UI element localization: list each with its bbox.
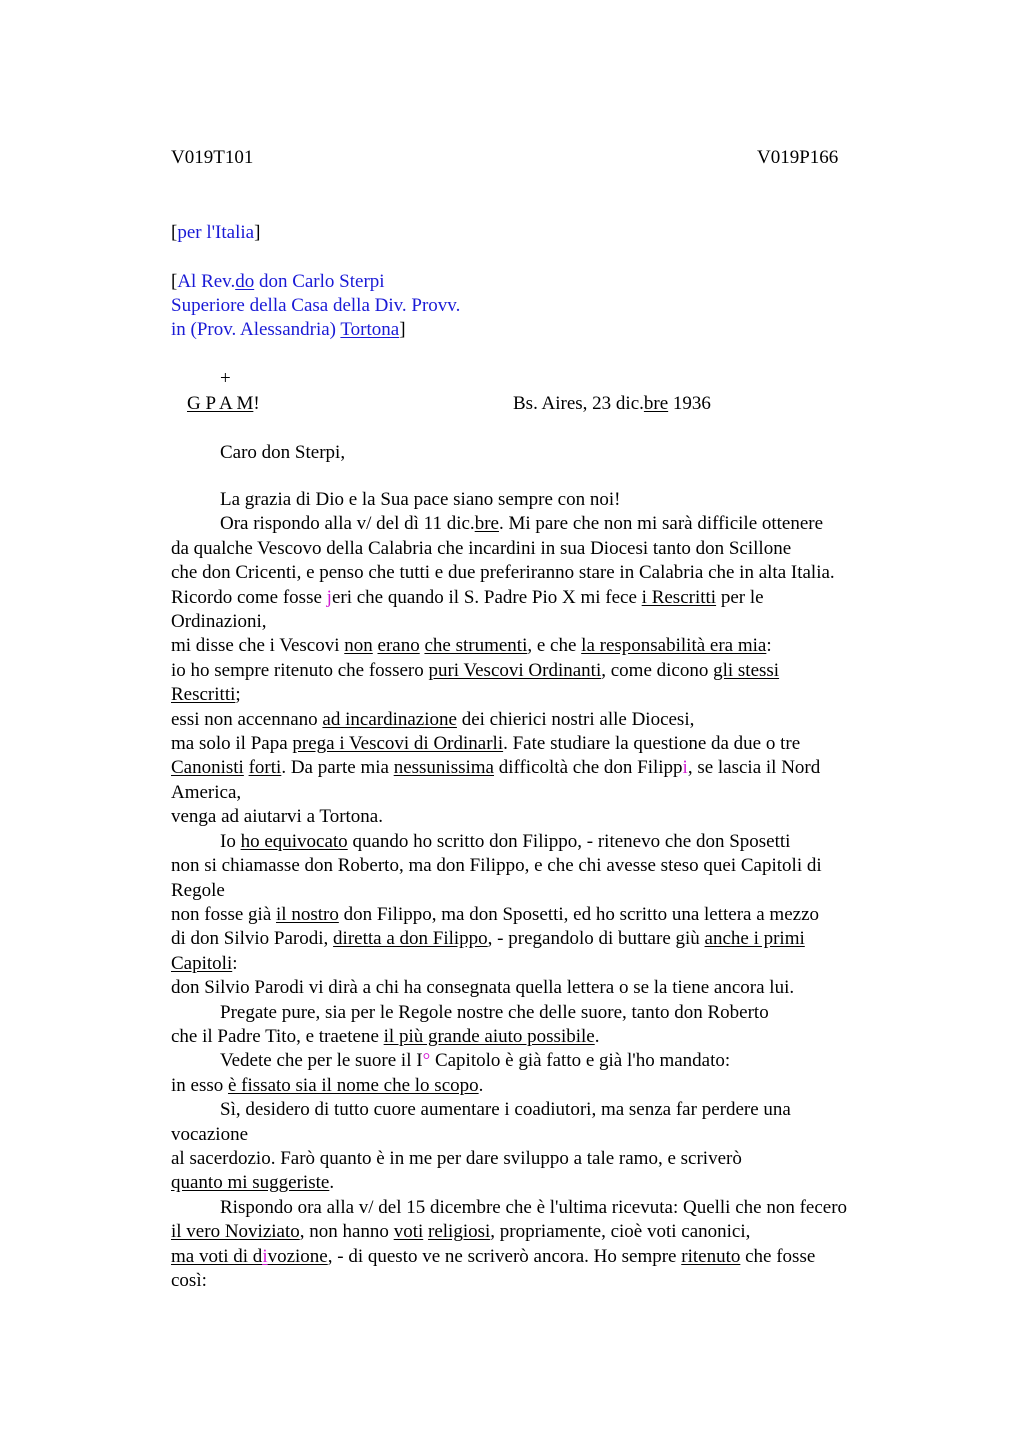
body-line xyxy=(171,586,906,610)
place-date: Bs. Aires, 23 dic.bre 1936 xyxy=(513,393,711,414)
underlined-text: puri Vescovi Ordinanti xyxy=(428,659,602,681)
body-line xyxy=(171,537,906,561)
motto: G P A M! xyxy=(187,393,260,414)
body-text-segment: quando ho scritto don Filippo, - ritenevo che don Sposetti xyxy=(347,830,791,852)
underlined-text: diretta a don Filippo xyxy=(333,928,488,950)
body-text-segment: da qualche Vescovo della Calabria che incardini in sua Diocesi tanto don Scillone xyxy=(171,537,792,559)
underlined-text: che strumenti xyxy=(424,635,528,657)
body-line xyxy=(171,1074,906,1098)
underlined-text: vozione xyxy=(267,1245,328,1267)
body-line xyxy=(171,1147,906,1171)
body-line xyxy=(171,879,906,903)
underlined-text: la responsabilità era mia xyxy=(581,635,767,657)
body-text-segment: essi non accennano xyxy=(171,708,323,730)
body-text-segment: che don Cricenti, e penso che tutti e due preferiranno stare in Calabria che in alta Italia. xyxy=(171,562,835,584)
cross-symbol: + xyxy=(220,368,231,389)
underlined-text: gli stessi xyxy=(713,659,780,681)
body-text-segment: , e che xyxy=(527,635,582,657)
body-line xyxy=(171,854,906,878)
address-line-1: [Al Rev.do don Carlo Sterpi xyxy=(171,271,385,292)
body-text-segment: che fosse xyxy=(740,1245,816,1267)
body-text-segment: don Silvio Parodi vi dirà a chi ha consegnata quella lettera o se la tiene ancora lui. xyxy=(171,977,795,999)
body-line xyxy=(171,927,906,951)
underlined-text: il nostro xyxy=(276,903,339,925)
highlighted-letter: j xyxy=(326,586,332,608)
body-line xyxy=(171,1220,906,1244)
body-text-segment: Sì, desidero di tutto cuore aumentare i coadiutori, ma senza far perdere una xyxy=(220,1099,791,1121)
underlined-text: è fissato sia il nome che lo scopo xyxy=(228,1074,479,1096)
body-text-segment: eri che quando il S. Padre Pio X mi fece xyxy=(331,586,642,608)
underlined-text: i xyxy=(262,1245,268,1267)
body-text-segment: Capitolo è già fatto e già l'ho mandato: xyxy=(430,1050,731,1072)
underlined-text: Capitoli xyxy=(171,952,233,974)
underlined-text: bre xyxy=(474,513,499,535)
address-line-3: in (Prov. Alessandria) Tortona] xyxy=(171,319,406,340)
body-text-segment: mi disse che i Vescovi xyxy=(171,635,345,657)
body-text-segment: , - pregandolo di buttare giù xyxy=(487,928,705,950)
body-line xyxy=(171,610,906,634)
underlined-text: ad incardinazione xyxy=(322,708,457,730)
body-line xyxy=(171,805,906,829)
letter-body xyxy=(171,488,906,1293)
underlined-text: forti xyxy=(248,757,282,779)
salutation: Caro don Sterpi, xyxy=(220,442,346,463)
body-line xyxy=(171,1049,906,1073)
body-text-segment: : xyxy=(232,952,238,974)
body-line xyxy=(171,732,906,756)
body-text-segment: . Mi pare che non mi sarà difficile ottenere xyxy=(498,513,824,535)
underlined-text: prega i Vescovi di Ordinarli xyxy=(292,733,504,755)
body-line xyxy=(171,683,906,707)
body-text-segment: . Fate studiare la questione da due o tre xyxy=(503,733,801,755)
body-line xyxy=(171,1245,906,1269)
body-line xyxy=(171,659,906,683)
address-line-2: Superiore della Casa della Div. Provv. xyxy=(171,295,461,316)
body-text-segment: Vedete che per le suore il I xyxy=(220,1050,423,1072)
body-line xyxy=(171,1098,906,1122)
body-text-segment: non si chiamasse don Roberto, ma don Filippo, e che chi avesse steso quei Capitoli di xyxy=(171,855,822,877)
underlined-text: nessunissima xyxy=(393,757,494,779)
underlined-text: anche i primi xyxy=(704,928,805,950)
underlined-text: il più grande aiuto possibile xyxy=(383,1025,595,1047)
archive-code-left: V019T101 xyxy=(171,147,254,168)
body-line xyxy=(171,1025,906,1049)
body-text-segment: : xyxy=(766,635,772,657)
body-line xyxy=(171,561,906,585)
body-line xyxy=(171,1196,906,1220)
body-line xyxy=(171,976,906,1000)
underlined-text: i Rescritti xyxy=(641,586,717,608)
body-line xyxy=(171,1171,906,1195)
body-text-segment: , non hanno xyxy=(299,1221,394,1243)
archive-code-right: V019P166 xyxy=(757,147,839,168)
underlined-text: erano xyxy=(377,635,420,657)
underlined-text: ritenuto xyxy=(681,1245,741,1267)
body-text-segment: Regole xyxy=(171,879,225,901)
body-text-segment: . xyxy=(594,1025,600,1047)
destination-note: [per l'Italia] xyxy=(171,222,261,243)
body-line xyxy=(171,1269,906,1293)
underlined-text: il vero Noviziato xyxy=(171,1221,300,1243)
body-line xyxy=(171,952,906,976)
body-text-segment: , se lascia il Nord xyxy=(687,757,821,779)
body-text-segment: Ricordo come fosse xyxy=(171,586,327,608)
underlined-text: Rescritti xyxy=(171,684,236,706)
body-text-segment: . xyxy=(329,1172,335,1194)
body-text-segment: di don Silvio Parodi, xyxy=(171,928,334,950)
body-line xyxy=(171,708,906,732)
body-text-segment: al sacerdozio. Farò quanto è in me per dare sviluppo a tale ramo, e scriverò xyxy=(171,1147,742,1169)
body-text-segment: ma solo il Papa xyxy=(171,733,293,755)
underlined-text: Canonisti xyxy=(171,757,244,779)
body-text-segment: che il Padre Tito, e traetene xyxy=(171,1025,384,1047)
body-text-segment: don Filippo, ma don Sposetti, ed ho scritto una lettera a mezzo xyxy=(338,903,820,925)
underlined-text: voti xyxy=(393,1221,424,1243)
body-text-segment: La grazia di Dio e la Sua pace siano sempre con noi! xyxy=(220,489,621,510)
body-text-segment: . xyxy=(478,1074,484,1096)
body-text-segment: io ho sempre ritenuto che fossero xyxy=(171,659,429,681)
body-text-segment: , - di questo ve ne scriverò ancora. Ho sempre xyxy=(327,1245,682,1267)
underlined-text: ma voti di d xyxy=(171,1245,263,1267)
underlined-text: ho equivocato xyxy=(240,830,348,852)
body-text-segment: venga ad aiutarvi a Tortona. xyxy=(171,806,383,828)
body-text-segment: per le xyxy=(716,586,764,608)
underlined-text: religiosi xyxy=(428,1221,491,1243)
body-text-segment: difficoltà che don Filipp xyxy=(493,757,683,779)
body-text-segment: , propriamente, cioè voti canonici, xyxy=(490,1221,751,1243)
body-text-segment: così: xyxy=(171,1270,207,1291)
body-line xyxy=(171,488,906,512)
body-line xyxy=(171,634,906,658)
body-line xyxy=(171,830,906,854)
body-text-segment: America, xyxy=(171,781,242,803)
body-text-segment: . Da parte mia xyxy=(281,757,394,779)
highlighted-letter: i xyxy=(682,757,688,779)
underlined-text: quanto mi suggeriste xyxy=(171,1172,330,1194)
body-text-segment: in esso xyxy=(171,1074,228,1096)
body-line xyxy=(171,781,906,805)
body-text-segment: Pregate pure, sia per le Regole nostre che delle suore, tanto don Roberto xyxy=(220,1001,769,1023)
body-text-segment: , come dicono xyxy=(601,659,714,681)
body-text-segment: vocazione xyxy=(171,1123,249,1145)
body-line xyxy=(171,1001,906,1025)
body-line xyxy=(171,1123,906,1147)
body-text-segment: non fosse già xyxy=(171,903,277,925)
body-text-segment: Rispondo ora alla v/ del 15 dicembre che è l'ultima ricevuta: Quelli che non fecero xyxy=(220,1196,848,1218)
body-text-segment: dei chierici nostri alle Diocesi, xyxy=(456,708,695,730)
body-text-segment: Ordinazioni, xyxy=(171,611,267,633)
body-text-segment: Io xyxy=(220,830,241,852)
body-line xyxy=(171,903,906,927)
highlighted-letter: ° xyxy=(422,1050,431,1072)
body-line xyxy=(171,756,906,780)
underlined-text: non xyxy=(344,635,373,657)
body-text-segment: Ora rispondo alla v/ del dì 11 dic. xyxy=(220,513,475,535)
body-line xyxy=(171,512,906,536)
body-text-segment: ; xyxy=(235,684,241,706)
